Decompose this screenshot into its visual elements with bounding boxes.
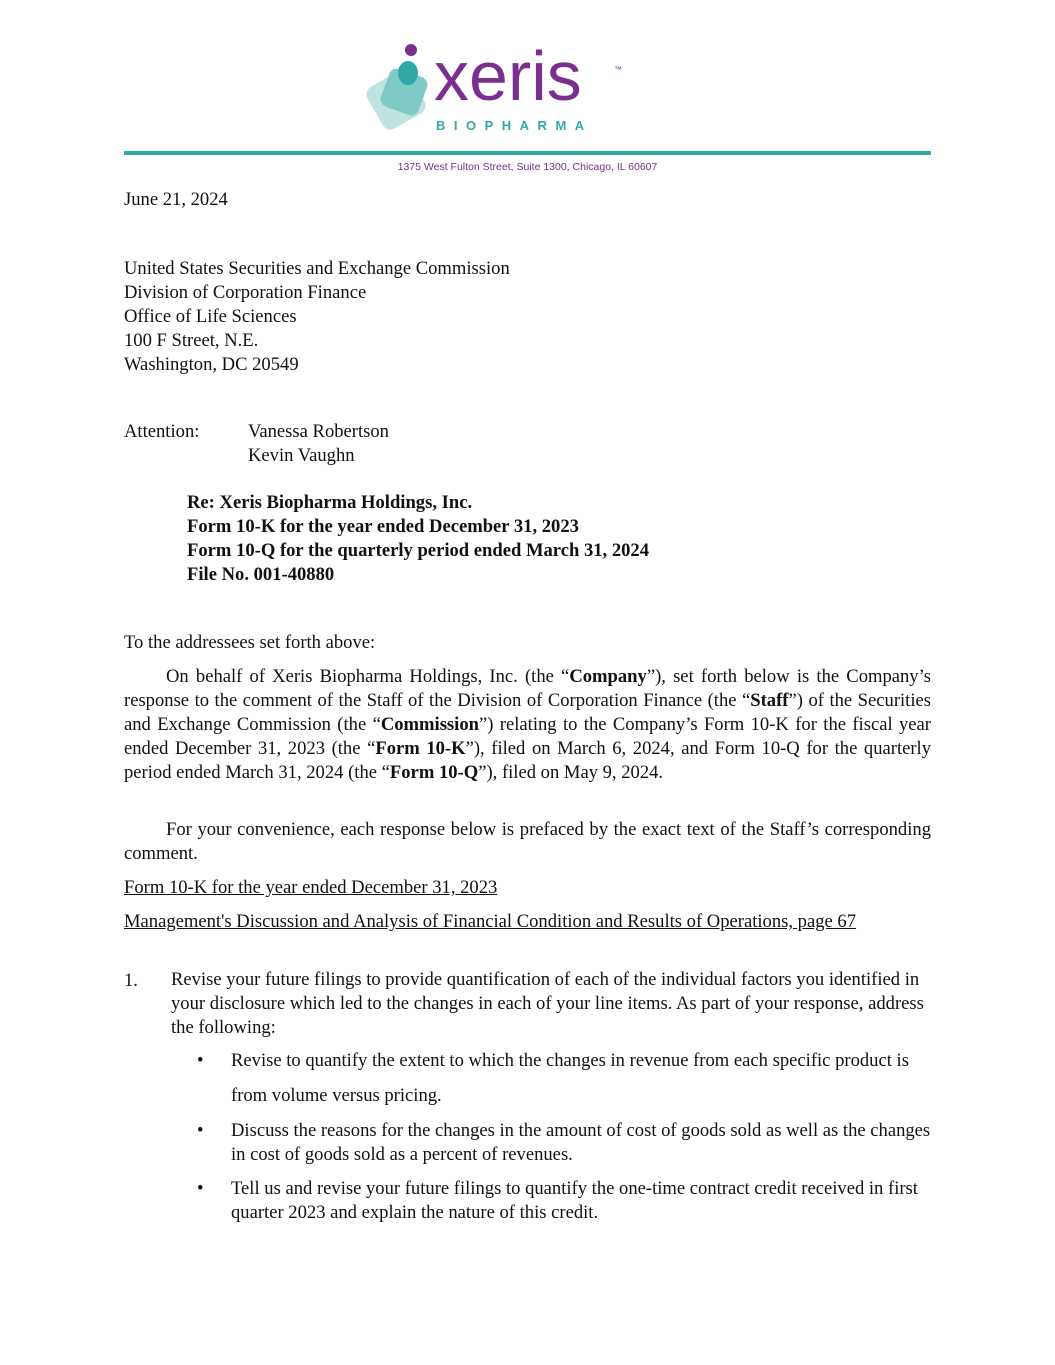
- convenience-paragraph: For your convenience, each response below is prefaced by the exact text of the Staff’s corresponding comment.: [124, 819, 931, 864]
- logo-mark-icon: [362, 42, 442, 138]
- defined-term: Form 10-K: [375, 738, 466, 759]
- recipient-line: 100 F Street, N.E.: [124, 330, 259, 351]
- bullet-item: [0, 1119, 1055, 1167]
- company-logo: [362, 37, 632, 138]
- logo-subtitle: BIOPHARMA: [436, 118, 593, 133]
- comment-number: 1.: [124, 970, 138, 991]
- bullet-text: Tell us and revise your future filings to quantify the one-time contract credit received in first quarter 2023 and explain the nature of this credit.: [231, 1178, 918, 1223]
- defined-term: Form 10-Q: [389, 762, 479, 783]
- re-line: Re: Xeris Biopharma Holdings, Inc.: [187, 492, 473, 513]
- bullet-item: [0, 1177, 1055, 1225]
- bullet-symbol: •: [197, 1120, 204, 1141]
- logo-wordmark: xeris: [434, 37, 582, 115]
- attention-name: Vanessa Robertson: [248, 421, 389, 442]
- bullet-item: [0, 1049, 1055, 1106]
- attention-names: [248, 420, 389, 468]
- para-text: ”), filed on March 6, 2024, and Form 10-Q for the quarterly period ended March 31, 2024 (the “: [124, 738, 932, 783]
- trademark-symbol: ™: [614, 65, 622, 74]
- section-heading: Form 10-K for the year ended December 31, 2023: [124, 877, 498, 898]
- bullet-symbol: •: [197, 1178, 204, 1199]
- comment-text: Revise your future filings to provide quantification of each of the individual factors you identified in your disclosure which led to the changes in each of your line items. As part of your response, address the following:: [171, 969, 924, 1038]
- bullet-text: Discuss the reasons for the changes in the amount of cost of goods sold as well as the changes in cost of goods sold as a percent of revenues.: [231, 1120, 931, 1165]
- bullet-symbol: •: [197, 1050, 204, 1071]
- re-line: Form 10-Q for the quarterly period ended March 31, 2024: [187, 540, 650, 561]
- salutation: To the addressees set forth above:: [124, 632, 376, 653]
- re-line: File No. 001-40880: [187, 564, 335, 585]
- re-line: Form 10-K for the year ended December 31, 2023: [187, 516, 579, 537]
- para-text: ”), filed on May 9, 2024.: [478, 762, 664, 783]
- recipient-block: [124, 257, 510, 377]
- letterhead-rule: [124, 151, 931, 155]
- attention-label: Attention:: [124, 421, 200, 442]
- letterhead-address: 1375 West Fulton Street, Suite 1300, Chicago, IL 60607: [397, 161, 658, 173]
- intro-paragraph: [124, 665, 931, 785]
- subsection-heading: Management's Discussion and Analysis of Financial Condition and Results of Operations, page 67: [124, 911, 857, 932]
- defined-term: Company: [569, 666, 647, 687]
- para-text: ”) of the Securities and Exchange Commission (the “: [124, 690, 931, 735]
- bullet-text: Revise to quantify the extent to which the changes in revenue from each specific product is from volume versus pricing.: [231, 1050, 909, 1106]
- para-text: ”), set forth below is the Company’s response to the comment of the Staff of the Division of Corporation Finance (the “: [124, 666, 931, 711]
- para-text: ”) relating to the Company’s Form 10-K for the fiscal year ended December 31, 2023 (the “: [124, 714, 931, 759]
- defined-term: Commission: [380, 714, 479, 735]
- attention-name: Kevin Vaughn: [248, 445, 355, 466]
- letter-date: June 21, 2024: [124, 189, 228, 210]
- defined-term: Staff: [750, 690, 789, 711]
- recipient-line: Division of Corporation Finance: [124, 282, 367, 303]
- recipient-line: Washington, DC 20549: [124, 354, 299, 375]
- recipient-line: United States Securities and Exchange Commission: [124, 258, 510, 279]
- para-text: On behalf of Xeris Biopharma Holdings, Inc. (the “: [166, 666, 570, 687]
- recipient-line: Office of Life Sciences: [124, 306, 297, 327]
- re-block: [187, 491, 649, 587]
